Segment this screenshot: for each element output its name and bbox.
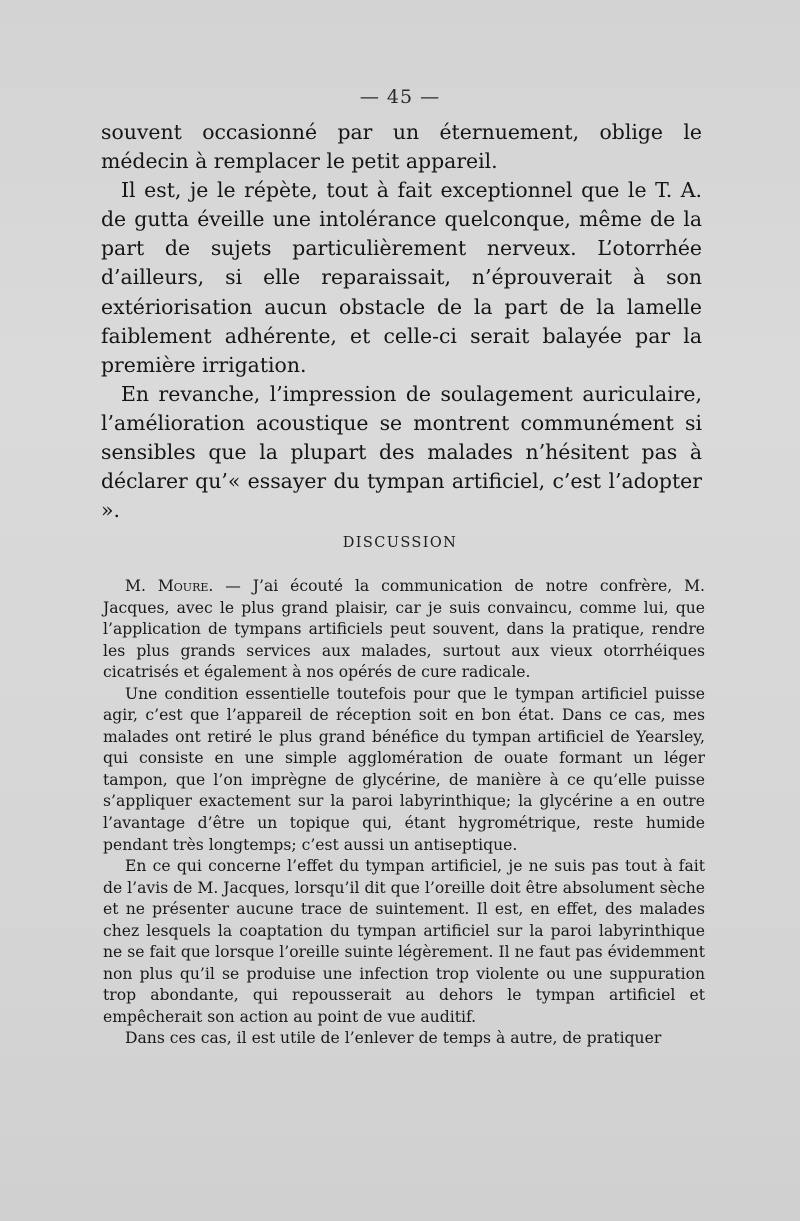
speaker-name: M. Moure.	[125, 577, 214, 595]
discussion-paragraph-condition: Une condition essentielle toutefois pour que le tympan artificiel puisse agir, c’est que l’appareil de réception soit en bon état. Dans ce cas, mes malades ont retiré le plus grand bénéfice du tympan artificiel de Yearsley, qui consiste en une simple agglomération de ouate formant un léger tampon, que l’on imprègne de glycérine, de manière à ce qu’elle puisse s’appliquer exactement sur la paroi labyrinthique; la glycérine a en outre l’avantage d’être un topique qui, étant hygrométrique, reste humide pendant très longtemps; c’est aussi un antiseptique.	[103, 684, 705, 854]
discussion-paragraph-effect: En ce qui concerne l’effet du tympan artificiel, je ne suis pas tout à fait de l’avis de M. Jacques, lorsqu’il dit que l’oreille doit être absolument sèche et ne présenter aucune trace de suintement. Il est, en effet, des malades chez lesquels la coaptation du tympan artificiel sur la paroi labyrinthique ne se fait que lorsque l’oreille suinte légèrement. Il ne faut pas évidemment non plus qu’il se produise une infection trop violente ou une suppuration trop abondante, qui repousserait au dehors le tympan artificiel et empêcherait son action au point de vue auditif.	[103, 857, 705, 1026]
discussion-paragraph-final: Dans ces cas, il est utile de l’enlever de temps à autre, de pratiquer	[125, 1029, 662, 1048]
page-number: — 45 —	[359, 86, 441, 108]
discussion-block	[103, 576, 705, 1050]
paragraph-adoption: En revanche, l’impression de soulagement auriculaire, l’amélioration acoustique se montrent communément si sensibles que la plupart des malades n’hésitent pas à déclarer qu’« essayer du tympan artificiel, c’est l’adopter ».	[101, 381, 702, 523]
discussion-paragraph-moure	[103, 576, 705, 684]
paragraph-continuation: souvent occasionné par un éternuement, oblige le médecin à remplacer le petit appareil.	[101, 120, 702, 174]
paragraph-intolerance: Il est, je le répète, tout à fait exceptionnel que le T. A. de gutta éveille une intolérance quelconque, même de la part de sujets particulièrement nerveux. L’otorrhée d’ailleurs, si elle reparaissait, n’éprouverait à son extériorisation aucun obstacle de la part de la lamelle faiblement adhérente, et celle-ci serait balayée par la première irrigation.	[101, 178, 702, 377]
discussion-paragraph-moure-text: — J’ai écouté la communication de notre confrère, M. Jacques, avec le plus grand plaisir, car je suis convaincu, comme lui, que l’application de tympans artificiels peut souvent, dans la pratique, rendre les plus grands services aux malades, surtout aux vieux otorrhéiques cicatrisés et également à nos opérés de cure radicale.	[103, 577, 705, 682]
main-text-block	[101, 118, 702, 525]
discussion-heading: DISCUSSION	[342, 535, 458, 551]
